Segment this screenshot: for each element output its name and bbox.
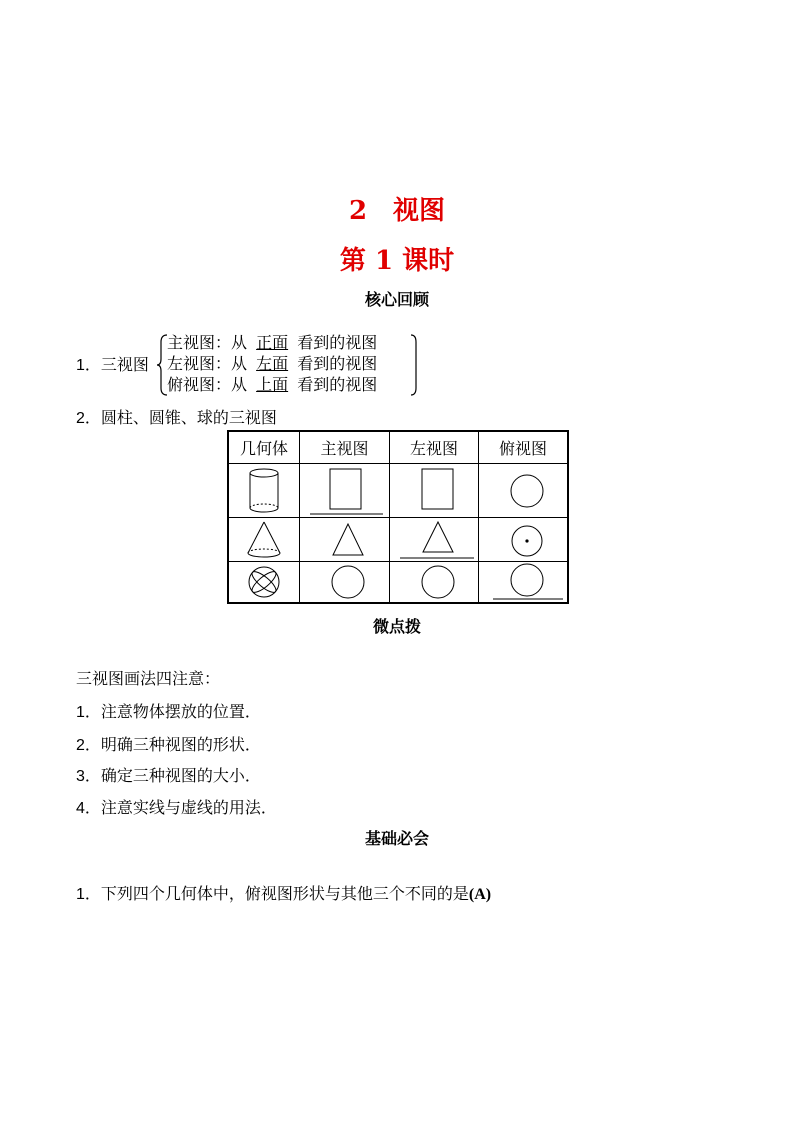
item-text: 注意实线与虚线的用法．: [100, 798, 277, 817]
item-text: 圆柱、圆锥、球的三视图: [100, 408, 277, 427]
rectangle-icon: [394, 466, 474, 516]
table-cell: [479, 518, 569, 562]
three-views-table: [227, 430, 569, 604]
item-number: 2．: [76, 410, 101, 427]
item-text: 明确三种视图的形状．: [100, 735, 261, 754]
review-heading: 核心回顾: [364, 290, 429, 309]
table-cell: [300, 518, 390, 562]
circle-with-center-dot-icon: [483, 520, 563, 560]
question-number: 1．: [76, 886, 101, 903]
tip-item: [76, 699, 261, 722]
table-cell: [479, 562, 569, 604]
circle-icon: [394, 563, 474, 601]
table-cell: [300, 562, 390, 604]
table-row: [228, 464, 568, 518]
brace-row-top: [167, 374, 377, 395]
row-prefix: 主视图：从: [167, 333, 248, 352]
row-suffix: 看到的视图: [297, 333, 378, 352]
triangle-icon: [394, 520, 474, 560]
item-number: 1．: [76, 704, 101, 721]
circle-icon: [483, 466, 563, 516]
tips-intro: 三视图画法四注意：: [76, 669, 221, 688]
cylinder-icon: [244, 466, 284, 516]
sphere-icon: [239, 563, 289, 601]
table-row: [228, 562, 568, 604]
item-number: 1．: [76, 357, 101, 374]
tip-item: [76, 732, 261, 755]
tip-item: [76, 763, 261, 786]
table-cell: [300, 464, 390, 518]
table-cell: [390, 464, 479, 518]
review-item2: [76, 405, 277, 428]
header-cell: 俯视图: [479, 431, 569, 464]
item-text: 注意物体摆放的位置．: [100, 702, 261, 721]
table-cell: [228, 562, 300, 604]
item-text: 确定三种视图的大小．: [100, 766, 261, 785]
tips-heading: 微点拨: [372, 617, 421, 636]
item-number: 2．: [76, 737, 101, 754]
question-1: [76, 881, 491, 904]
cone-icon: [239, 520, 289, 560]
lesson-title: 第 1 课时: [339, 246, 455, 276]
rectangle-icon: [305, 466, 385, 516]
brace-row-left: [167, 353, 377, 374]
review-item1-prefix: [76, 352, 149, 375]
basics-heading: 基础必会: [364, 829, 429, 848]
item-number: 3．: [76, 768, 101, 785]
row-prefix: 左视图：从: [167, 354, 248, 373]
table-header-row: [228, 431, 568, 464]
table-cell: [390, 518, 479, 562]
right-brace-icon: [409, 334, 419, 396]
circle-icon: [305, 563, 385, 601]
answer-front: 正面: [256, 333, 289, 352]
chapter-title: 2 视图: [348, 196, 446, 226]
row-prefix: 俯视图：从: [167, 375, 248, 394]
table-cell: [390, 562, 479, 604]
answer-left: 左面: [256, 354, 289, 373]
triangle-icon: [305, 520, 385, 560]
header-cell: 左视图: [390, 431, 479, 464]
table-row: [228, 518, 568, 562]
circle-icon: [483, 563, 563, 601]
table-cell: [228, 464, 300, 518]
question-text: 下列四个几何体中，俯视图形状与其他三个不同的是: [100, 884, 469, 903]
answer-top: 上面: [256, 375, 289, 394]
tip-item: [76, 795, 277, 818]
three-views-label: 三视图: [100, 355, 149, 374]
question-answer: (A): [468, 886, 492, 903]
row-suffix: 看到的视图: [297, 375, 378, 394]
row-suffix: 看到的视图: [297, 354, 378, 373]
item-number: 4．: [76, 800, 101, 817]
brace-row-front: [167, 332, 377, 353]
header-cell: 主视图: [300, 431, 390, 464]
header-cell: 几何体: [228, 431, 300, 464]
table-cell: [479, 464, 569, 518]
table-cell: [228, 518, 300, 562]
